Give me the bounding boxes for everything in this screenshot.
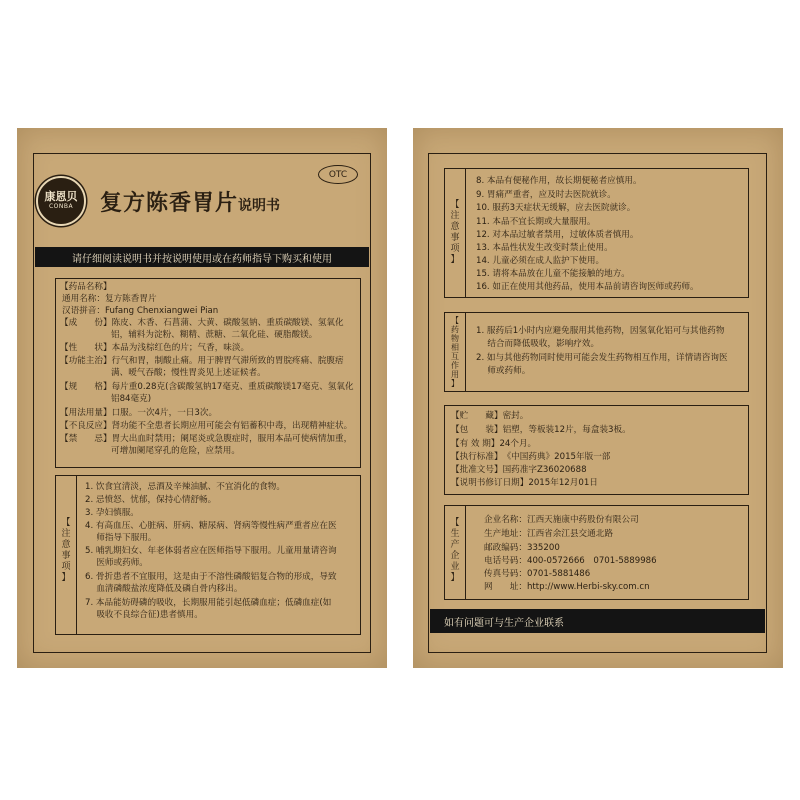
precaution-item: 师指导下服用。 (85, 533, 157, 543)
ingredients-text-2: 铝，辅料为淀粉、糊精、蔗糖、二氧化硅、硬脂酸镁。 (111, 330, 318, 340)
website-label: 网 址： (484, 582, 527, 592)
leaflet-title (100, 186, 280, 217)
indication-label: 【功能主治】 (60, 356, 112, 366)
precaution-item: 3. 孕妇慎服。 (85, 508, 139, 518)
adverse-text: 肾功能不全患者长期应用可能会有铝蓄积中毒，出现精神症状。 (111, 421, 353, 431)
storage-row (451, 411, 528, 422)
usage-warning-text: 请仔细阅读说明书并按说明使用或在药师指导下购买和使用 (72, 253, 332, 265)
postcode-label: 邮政编码： (484, 543, 527, 553)
address-value: 江西省余江县交通北路 (526, 529, 613, 539)
precaution-item: 5. 哺乳期妇女、年老体弱者应在医师指导下服用。儿童用量请咨询 (85, 546, 337, 556)
package-row (451, 425, 631, 436)
fax-row (484, 569, 590, 580)
phone-value: 400-0572666 0701-5889986 (526, 556, 657, 566)
interactions-vertical-label (448, 316, 462, 388)
precaution-item: 医师或药师。 (85, 558, 148, 568)
label-char: 【 (450, 200, 460, 210)
storage-label: 【贮 藏】 (451, 411, 503, 421)
revision-date-value: 2015年12月01日 (528, 478, 598, 488)
character-row (60, 343, 249, 354)
phone-row (484, 556, 657, 567)
usage-warning-bar (35, 247, 369, 267)
label-char: 生 (450, 529, 460, 539)
spec-text-2: 铝84毫克) (111, 394, 152, 404)
approval-value: 国药准字Z36020688 (502, 465, 587, 475)
precaution-item: 11. 本品不宜长期或大量服用。 (476, 217, 596, 227)
revision-date-row (451, 478, 598, 489)
precaution-item: 13. 本品性状发生改变时禁止使用。 (476, 243, 613, 253)
label-char: 意 (450, 222, 460, 232)
generic-name: 通用名称：复方陈香胃片 (62, 294, 157, 304)
precaution-item: 6. 骨折患者不宜服用，这是由于不溶性磷酸铝复合物的形成，导致 (85, 572, 337, 582)
label-char: 【 (61, 518, 71, 528)
precaution-item: 吸收不良综合征)患者慎用。 (85, 610, 203, 620)
precaution-item: 8. 本品有便秘作用，故长期便秘者应慎用。 (476, 176, 642, 186)
spec-label: 【规 格】 (60, 382, 112, 392)
ingredients-row (60, 318, 344, 329)
standard-label: 【执行标准】 (451, 452, 503, 462)
contraindication-text-1: 胃大出血时禁用；阑尾炎或急腹症时，服用本品可使病情加重， (111, 434, 353, 444)
precautions-vertical-label-left (59, 518, 73, 584)
indication-text-2: 满、嗳气吞酸；慢性胃炎见上述证候者。 (111, 368, 266, 378)
fax-value: 0701-5881486 (526, 569, 591, 579)
indication-row (60, 356, 344, 367)
label-char: 企 (450, 551, 460, 561)
website-value: http://www.Herbi-sky.com.cn (526, 582, 650, 592)
precautions-vertical-label-right (448, 200, 462, 266)
precaution-item: 12. 对本品过敏者禁用，过敏体质者慎用。 (476, 230, 639, 240)
label-char: 【 (450, 518, 460, 528)
fax-label: 传真号码： (484, 569, 527, 579)
interaction-item: 师或药师。 (476, 366, 531, 376)
character-label: 【性 状】 (60, 343, 112, 353)
spec-row (60, 382, 354, 393)
adverse-label: 【不良反应】 (60, 421, 112, 431)
label-char: 注 (450, 211, 460, 221)
website-row (484, 582, 650, 593)
storage-value: 密封。 (502, 411, 529, 421)
character-text: 本品为浅棕红色的片；气香，味淡。 (111, 343, 250, 353)
precaution-item: 15. 请将本品放在儿童不能接触的地方。 (476, 269, 630, 279)
drug-name-heading: 【药品名称】 (60, 282, 112, 292)
label-char: 项 (61, 562, 71, 572)
precaution-item: 14. 儿童必须在成人监护下使用。 (476, 256, 605, 266)
contraindication-row (60, 434, 352, 445)
ingredients-text-1: 陈皮、木香、石菖蒲、大黄、碳酸氢钠、重质碳酸镁、氢氧化 (111, 318, 344, 328)
standard-value: 《中国药典》2015年版一部 (502, 452, 611, 462)
label-char: 意 (61, 540, 71, 550)
contraindication-label: 【禁 忌】 (60, 434, 112, 444)
package-value: 铝塑，等板装12片，每盒装3板。 (502, 425, 631, 435)
expiry-value: 24个月。 (499, 439, 537, 449)
adverse-row (60, 421, 352, 432)
label-char: 】 (451, 379, 459, 388)
label-char: 】 (450, 255, 460, 265)
interaction-item: 1. 服药后1小时内应避免服用其他药物，因氢氧化铝可与其他药物 (476, 326, 725, 336)
label-char: 】 (450, 573, 460, 583)
usage-label: 【用法用量】 (60, 408, 112, 418)
contact-footer-text: 如有问题可与生产企业联系 (444, 617, 564, 629)
label-char: 相 (451, 343, 459, 352)
company-name-row (484, 515, 639, 526)
label-char: 产 (450, 540, 460, 550)
precaution-item: 10. 服药3天症状无缓解，应去医院就诊。 (476, 203, 636, 213)
ingredients-label: 【成 份】 (60, 318, 112, 328)
precaution-item: 血清磷酸盐浓度降低及磷自骨内移出。 (85, 584, 243, 594)
interaction-item: 2. 如与其他药物同时使用可能会发生药物相互作用，详情请咨询医 (476, 353, 728, 363)
address-row (484, 529, 613, 540)
address-label: 生产地址： (484, 529, 527, 539)
brand-name-cn: 康恩贝 (44, 190, 78, 203)
standard-row (451, 452, 610, 463)
contraindication-text-2: 可增加阑尾穿孔的危险，应禁用。 (111, 446, 240, 456)
phone-label: 电话号码： (484, 556, 527, 566)
package-label: 【包 装】 (451, 425, 503, 435)
label-char: 】 (61, 573, 71, 583)
contact-footer-bar (430, 609, 765, 633)
interactions-box (444, 312, 749, 392)
label-char: 【 (451, 316, 459, 325)
expiry-row (451, 439, 536, 450)
brand-logo (36, 176, 86, 226)
precaution-item: 9. 胃痛严重者，应及时去医院就诊。 (476, 190, 616, 200)
product-name: 复方陈香胃片 (100, 190, 239, 216)
label-char: 事 (450, 233, 460, 243)
precaution-item: 2. 忌愤怒、忧郁，保持心情舒畅。 (85, 495, 217, 505)
postcode-row (484, 543, 560, 554)
interaction-item: 结合而降低吸收，影响疗效。 (476, 339, 600, 349)
label-char: 事 (61, 551, 71, 561)
title-suffix: 说明书 (238, 198, 281, 214)
label-char: 物 (451, 334, 459, 343)
precaution-item: 16. 如正在使用其他药品，使用本品前请咨询医师或药师。 (476, 282, 699, 292)
approval-row (451, 465, 587, 476)
brand-name-en: CONBA (48, 203, 74, 210)
label-char: 药 (451, 325, 459, 334)
company-name-label: 企业名称： (484, 515, 527, 525)
label-char: 业 (450, 562, 460, 572)
precaution-item: 4. 有高血压、心脏病、肝病、糖尿病、肾病等慢性病严重者应在医 (85, 521, 337, 531)
approval-label: 【批准文号】 (451, 465, 503, 475)
usage-row (60, 408, 217, 419)
label-char: 作 (451, 361, 459, 370)
usage-text: 口服。一次4片，一日3次。 (111, 408, 218, 418)
label-char: 互 (451, 352, 459, 361)
label-char: 项 (450, 244, 460, 254)
expiry-label: 【有 效 期】 (451, 439, 500, 449)
precaution-item: 7. 本品能妨碍磷的吸收，长期服用能引起低磷血症；低磷血症(如 (85, 598, 332, 608)
company-vertical-label (448, 518, 462, 584)
spec-text-1: 每片重0.28克(含碳酸氢钠17毫克、重质碳酸镁17毫克、氢氧化 (111, 382, 354, 392)
pinyin-name: 汉语拼音：Fufang Chenxiangwei Pian (62, 306, 219, 316)
precaution-item: 1. 饮食宜清淡，忌酒及辛辣油腻、不宜消化的食物。 (85, 482, 285, 492)
label-char: 用 (451, 370, 459, 379)
label-char: 注 (61, 529, 71, 539)
revision-date-label: 【说明书修订日期】 (451, 478, 529, 488)
postcode-value: 335200 (526, 543, 560, 553)
company-name-value: 江西天施康中药股份有限公司 (526, 515, 639, 525)
indication-text-1: 行气和胃，制酸止痛。用于脾胃气滞所致的胃脘疼痛、脘腹痞 (111, 356, 344, 366)
otc-badge: OTC (318, 165, 358, 184)
